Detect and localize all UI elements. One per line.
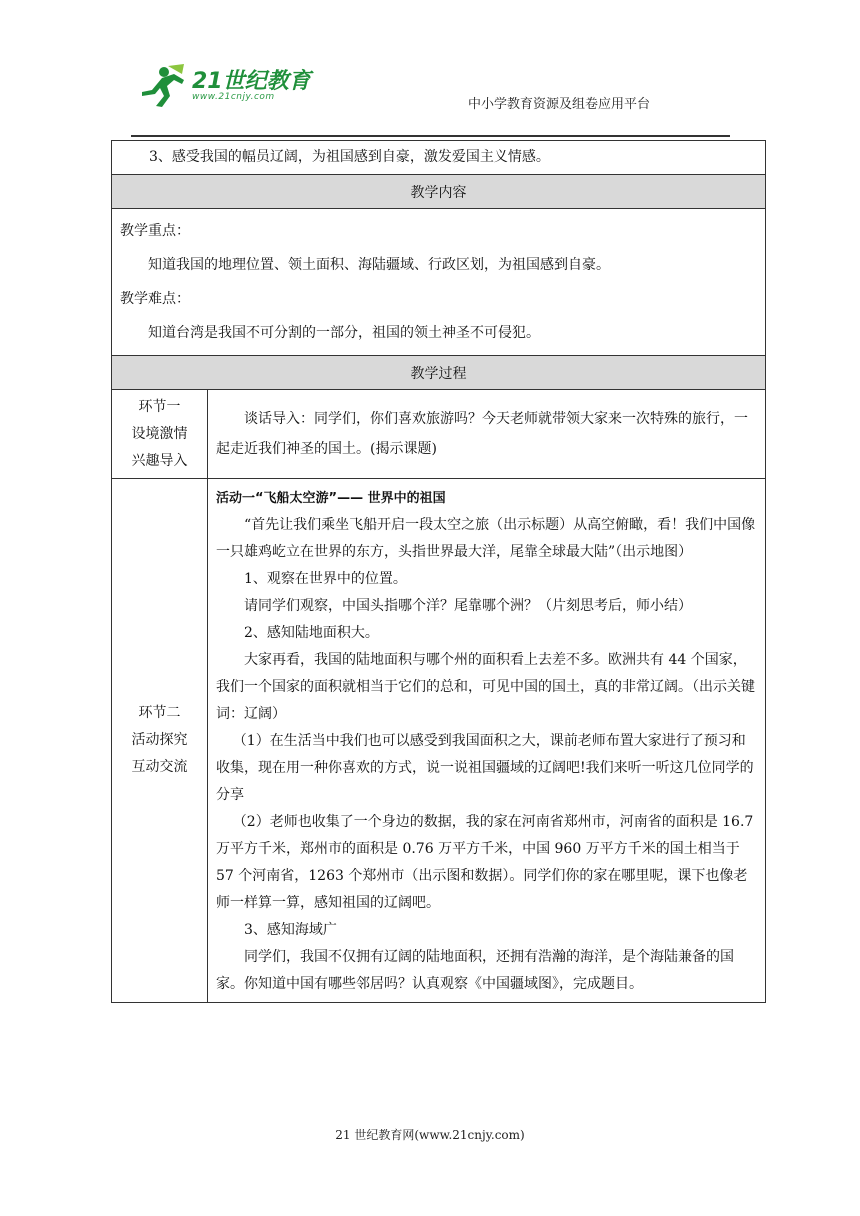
paragraph: （2）老师也收集了一个身边的数据，我的家在河南省郑州市，河南省的面积是 16.7 万平方千米，郑州市的面积是 0.76 万平方千米，中国 960 万平方千米的国土相当于 57 个河南省，1263 个郑州市（出示图和数据）。同学们你的家在哪里呢，课下也像老师一样算一算，感知祖国的辽阔吧。 [216,814,754,911]
logo-text: 21世纪教育 [192,69,311,94]
section-header-content: 教学内容 [112,175,766,209]
paragraph: 请同学们观察，中国头指哪个洋？尾靠哪个洲？（片刻思考后，师小结） [244,598,692,614]
activity-title: 活动一“飞船太空游”—— 世界中的祖国 [216,491,446,506]
paragraph: 大家再看，我国的陆地面积与哪个州的面积看上去差不多。欧洲共有 44 个国家，我们一个国家的面积就相当于它们的总和，可见中国的国土，真的非常辽阔。（出示关键词：辽阔） [216,652,755,722]
runner-logo-icon [138,62,190,108]
header-divider [131,135,730,137]
objective-3: 3、感受我国的幅员辽阔，为祖国感到自豪，激发爱国主义情感。 [112,141,766,175]
step-heading: 3、感知海域广 [244,922,337,938]
stage2-label: 环节二 活动探究 互动交流 [112,479,208,1003]
lesson-table [111,140,766,1003]
logo [138,62,318,108]
key-points-label: 教学重点： [120,223,190,239]
step-heading: 2、感知陆地面积大。 [244,625,379,641]
stage1-content: 谈话导入：同学们，你们喜欢旅游吗？今天老师就带领大家来一次特殊的旅行，一起走近我们神圣的国土。(揭示课题) [208,390,766,479]
page-footer: 21 世纪教育网(www.21cnjy.com) [335,1128,525,1142]
paragraph: “首先让我们乘坐飞船开启一段太空之旅（出示标题）从高空俯瞰，看！我们中国像一只雄鸡屹立在世界的东方，头指世界最大洋，尾靠全球最大陆”（出示地图） [216,517,756,560]
platform-title: 中小学教育资源及组卷应用平台 [468,97,651,112]
paragraph: （1）在生活当中我们也可以感受到我国面积之大，课前老师布置大家进行了预习和收集，现在用一种你喜欢的方式，说一说祖国疆域的辽阔吧!我们来听一听这几位同学的分享 [216,733,754,803]
step-heading: 1、观察在世界中的位置。 [244,571,407,587]
difficult-points-text: 知道台湾是我国不可分割的一部分，祖国的领土神圣不可侵犯。 [148,325,540,341]
page-header [0,0,860,140]
logo-url: www.21cnjy.com [192,92,275,102]
paragraph: 同学们，我国不仅拥有辽阔的陆地面积，还拥有浩瀚的海洋，是个海陆兼备的国家。你知道中国有哪些邻居吗？认真观察《中国疆域图》，完成题目。 [216,949,734,992]
section-header-process: 教学过程 [112,356,766,390]
content-block [112,209,766,356]
stage1-label: 环节一 设境激情 兴趣导入 [112,390,208,479]
difficult-points-label: 教学难点： [120,291,190,307]
key-points-text: 知道我国的地理位置、领土面积、海陆疆域、行政区划，为祖国感到自豪。 [148,257,610,273]
stage2-content [208,479,766,1003]
